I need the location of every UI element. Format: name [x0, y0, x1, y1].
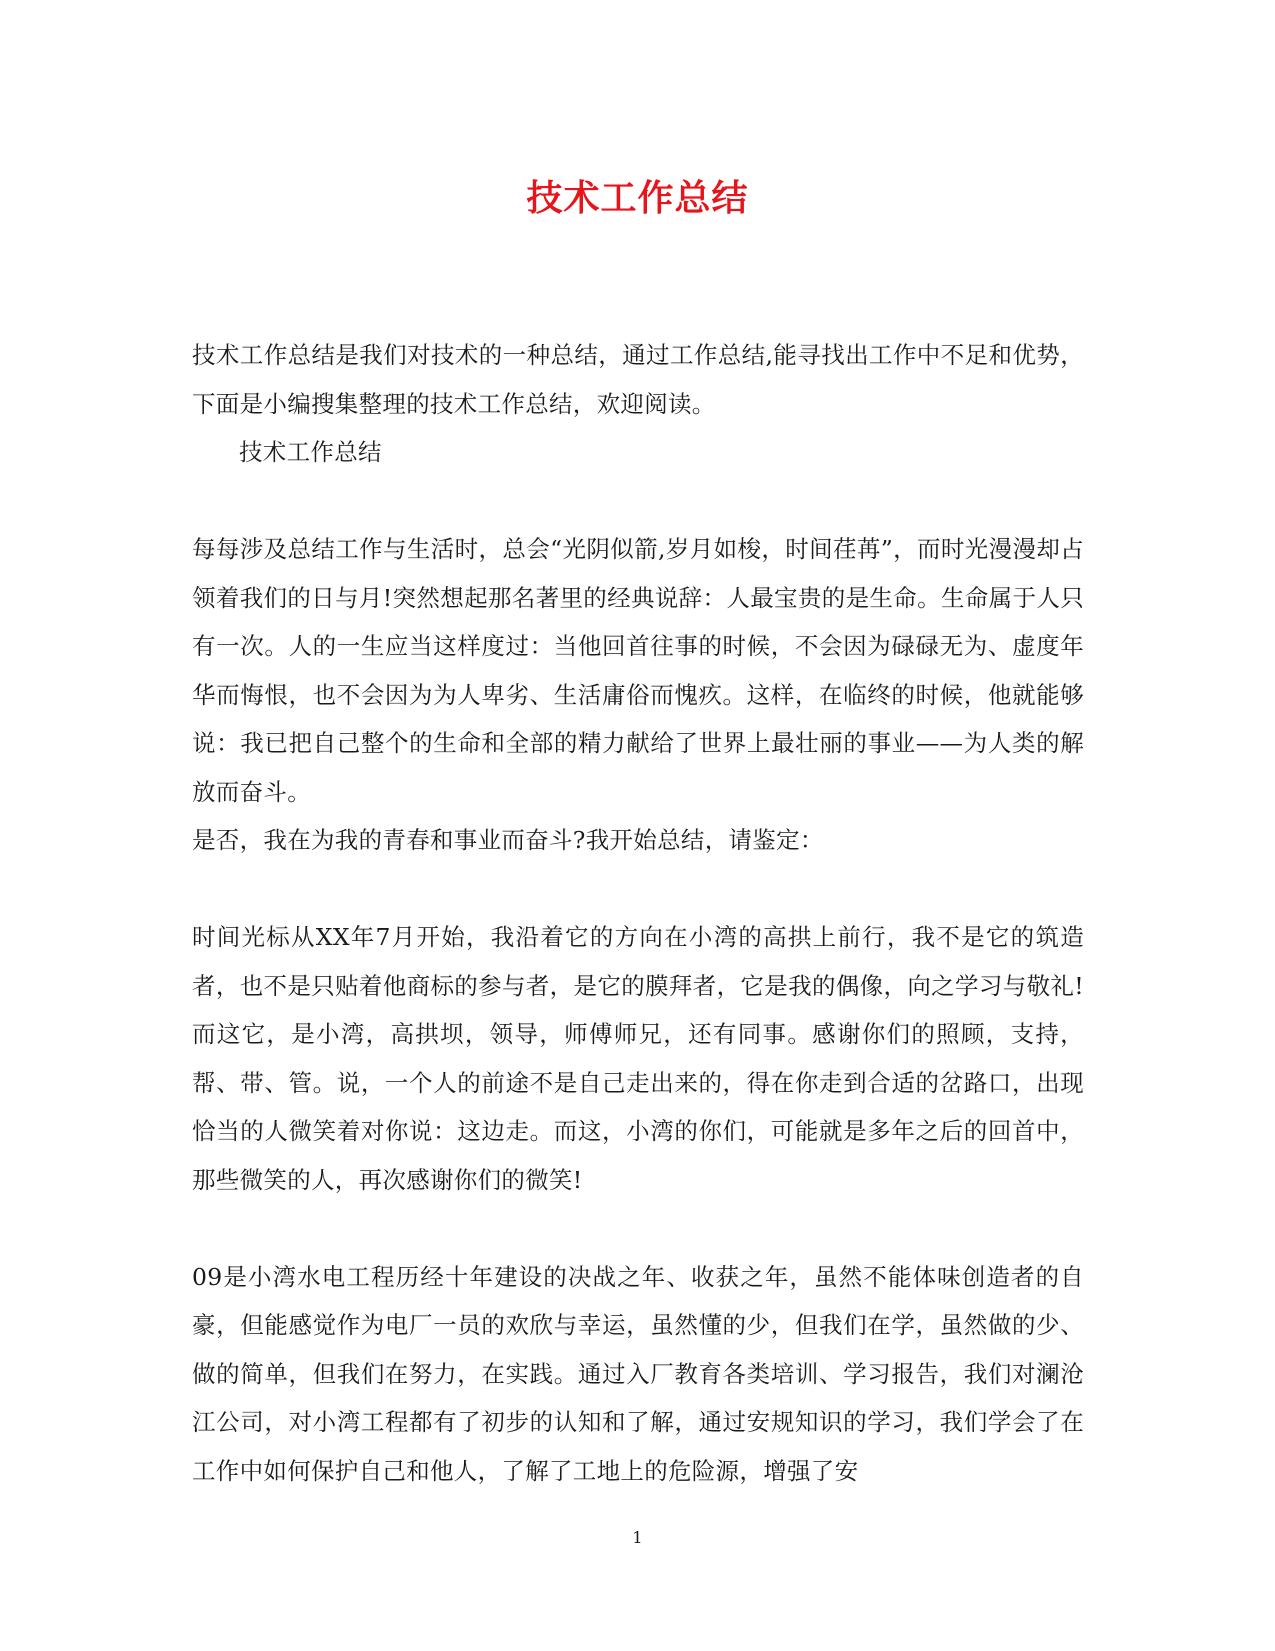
paragraph-spacer: [192, 865, 1084, 914]
body-paragraph-2: 是否，我在为我的青春和事业而奋斗?我开始总结，请鉴定：: [192, 826, 824, 854]
document-body: [192, 331, 1084, 1495]
page-number: 1: [632, 1528, 643, 1547]
paragraph-spacer: [192, 477, 1084, 526]
paragraph-spacer: [192, 1204, 1084, 1253]
body-paragraph-1: 每每涉及总结工作与生活时，总会“光阴似箭,岁月如梭，时间荏苒”，而时光漫漫却占领着我们的日与月!突然想起那名著里的经典说辞：人最宝贵的是生命。生命属于人只有一次。人的一生应当这样度过：当他回首往事的时候，不会因为碌碌无为、虚度年华而悔恨，也不会因为为人卑劣、生活庸俗而愧疚。这样，在临终的时候，他就能够说：我已把自己整个的生命和全部的精力献给了世界上最壮丽的事业——为人类的解放而奋斗。: [192, 535, 1084, 806]
page-title: 技术工作总结: [526, 177, 749, 219]
body-paragraph-3: 时间光标从XX年7月开始，我沿着它的方向在小湾的高拱上前行，我不是它的筑造者，也不是只贴着他商标的参与者，是它的膜拜者，它是我的偶像，向之学习与敬礼!而这它，是小湾，高拱坝，领导，师傅师兄，还有同事。感谢你们的照顾，支持，帮、带、管。说，一个人的前途不是自己走出来的，得在你走到合适的岔路口，出现恰当的人微笑着对你说：这边走。而这，小湾的你们，可能就是多年之后的回首中，那些微笑的人，再次感谢你们的微笑!: [192, 923, 1084, 1194]
body-paragraph-4: 09是小湾水电工程历经十年建设的决战之年、收获之年，虽然不能体味创造者的自豪，但能感觉作为电厂一员的欢欣与幸运，虽然懂的少，但我们在学，虽然做的少、做的简单，但我们在努力，在实践。通过入厂教育各类培训、学习报告，我们对澜沧江公司，对小湾工程都有了初步的认知和了解，通过安规知识的学习，我们学会了在工作中如何保护自己和他人，了解了工地上的危险源，增强了安: [192, 1262, 1084, 1485]
intro-paragraph: 技术工作总结是我们对技术的一种总结，通过工作总结,能寻找出工作中不足和优势，下面是小编搜集整理的技术工作总结，欢迎阅读。: [192, 341, 1084, 418]
subheading: 技术工作总结: [239, 438, 382, 466]
